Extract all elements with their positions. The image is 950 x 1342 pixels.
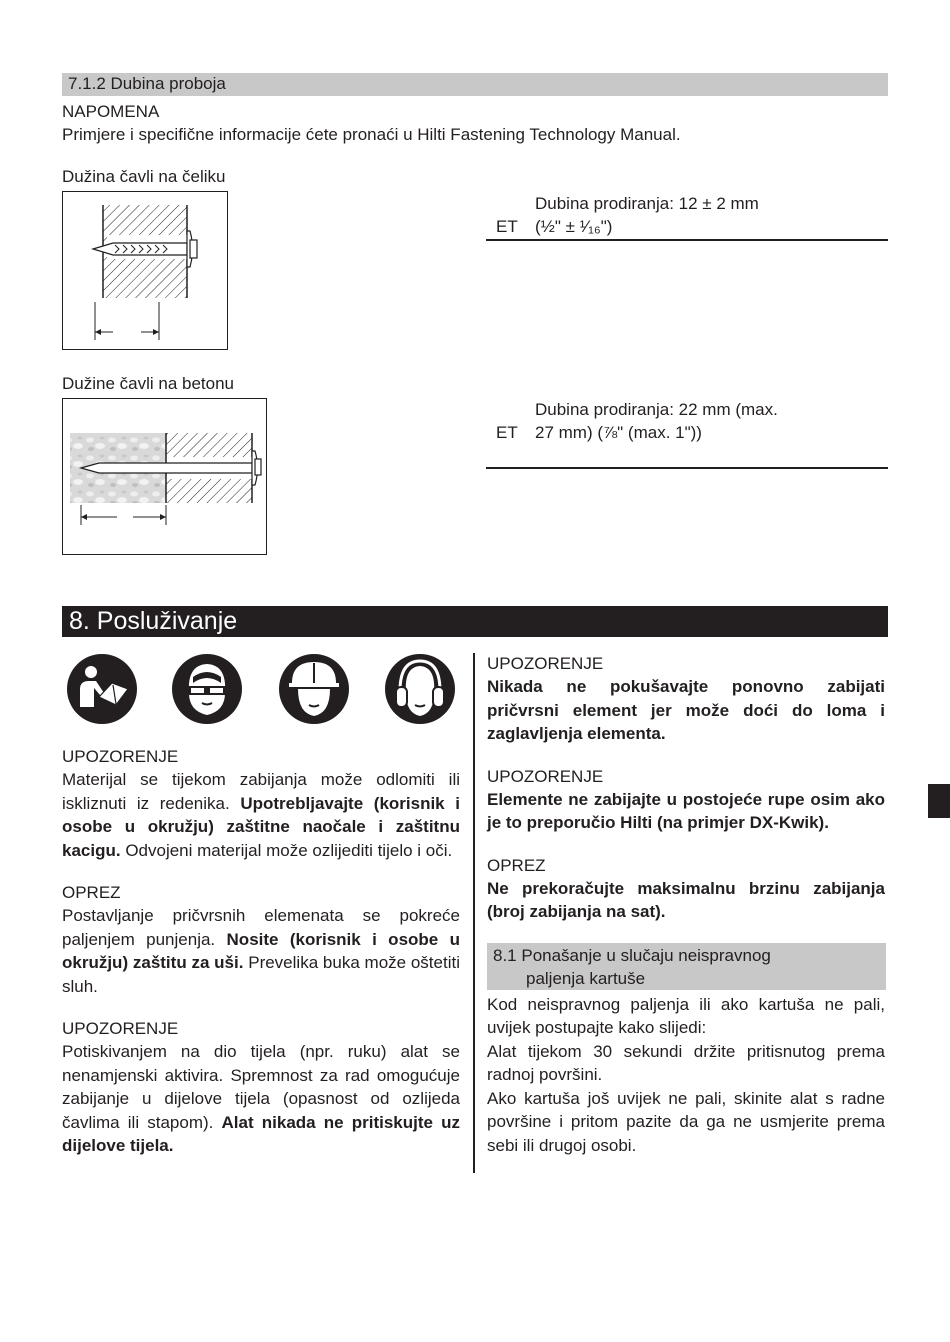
steel-table-rule bbox=[486, 239, 888, 241]
concrete-depth-line2: 27 mm) (⅞" (max. 1")) bbox=[535, 423, 702, 442]
ear-protection-icon bbox=[384, 653, 456, 725]
steel-figure-title: Dužina čavli na čeliku bbox=[62, 167, 226, 186]
concrete-nail-figure bbox=[62, 398, 267, 555]
misfire-step-3: Ako kartuša još uvijek ne pali, skinite alat s radne površine i pritom pazite da ga ne usmjerite prema sebi ili drugoj osobi. bbox=[487, 1088, 885, 1155]
section-7-1-2-heading-text: 7.1.2 Dubina proboja bbox=[68, 74, 226, 93]
steel-nail-figure bbox=[62, 191, 228, 350]
section-8-heading bbox=[62, 606, 888, 637]
left-caution-title: OPREZ bbox=[62, 883, 121, 902]
misfire-step-1: Kod neispravnog paljenja ili ako kartuša ne pali, uvijek postupajte kako slijedi: bbox=[487, 994, 885, 1037]
left-warning-1-text-b: Upotrebljavajte (korisnik i osobe u okružju) zaštitne naočale i zaštitnu kacigu. bbox=[62, 793, 460, 860]
concrete-table-rule bbox=[486, 467, 888, 469]
right-caution-title: OPREZ bbox=[487, 855, 546, 875]
right-warning-2-title: UPOZORENJE bbox=[487, 766, 604, 786]
section-8-heading-text: 8. Posluživanje bbox=[69, 607, 238, 635]
left-warning-2-text-a: Potiskivanjem na dio tijela (npr. ruku) alat se nenamjenski aktivira. Spremnost za rad omogućuje zabijanje u dijelove tijela (opasnost od ozlijeda čavlima ili stapom). bbox=[62, 1042, 460, 1132]
steel-et-label: ET bbox=[496, 217, 518, 236]
steel-nail-diagram bbox=[63, 192, 226, 348]
note-text: Primjere i specifične informacije ćete pronaći u Hilti Fastening Technology Manual. bbox=[62, 125, 681, 144]
right-caution-text: Ne prekoračujte maksimalnu brzinu zabijanja (broj zabijanja na sat). bbox=[487, 878, 885, 921]
section-8-1-heading bbox=[487, 943, 886, 990]
concrete-et-label: ET bbox=[496, 423, 518, 442]
left-column bbox=[62, 745, 460, 1158]
left-warning-1-text-c: Odvojeni materijal može ozlijediti tijelo i oči. bbox=[120, 840, 453, 860]
hard-hat-icon bbox=[278, 653, 350, 725]
left-caution-text bbox=[62, 904, 460, 998]
steel-depth-line1: Dubina prodiranja: 12 ± 2 mm bbox=[535, 194, 759, 213]
section-8-1-heading-line2: paljenja kartuše bbox=[526, 968, 646, 988]
left-caution-text-a: Postavljanje pričvrsnih elemenata se pokreće paljenjem punjenja. bbox=[62, 906, 460, 949]
left-caution-text-b: Nosite (korisnik i osobe u okružju) zaštitu za uši. bbox=[62, 929, 461, 972]
right-warning-1-title: UPOZORENJE bbox=[487, 654, 604, 673]
section-7-1-2-heading bbox=[62, 73, 888, 96]
note-title: NAPOMENA bbox=[62, 102, 160, 121]
column-divider bbox=[473, 653, 475, 1173]
left-warning-1-text bbox=[62, 768, 460, 862]
read-manual-icon bbox=[66, 653, 138, 725]
left-warning-1-title: UPOZORENJE bbox=[62, 747, 179, 766]
concrete-nail-diagram bbox=[63, 399, 265, 553]
safety-glasses-icon bbox=[171, 653, 243, 725]
chapter-thumb-tab bbox=[928, 784, 950, 818]
right-warning-2-text: Elemente ne zabijajte u postojeće rupe osim ako je to preporučio Hilti (na primjer DX-Kwik). bbox=[487, 789, 885, 832]
left-warning-2-title: UPOZORENJE bbox=[62, 1019, 179, 1038]
steel-depth-line2: (½" ± ¹⁄₁₆") bbox=[535, 217, 613, 236]
left-warning-2-text-b: Alat nikada ne pritiskujte uz dijelove tijela. bbox=[62, 1112, 461, 1155]
concrete-depth-line1: Dubina prodiranja: 22 mm (max. bbox=[535, 400, 778, 419]
section-8-1-heading-line1: 8.1 Ponašanje u slučaju neispravnog bbox=[493, 945, 771, 965]
right-warning-1-text: Nikada ne pokušavajte ponovno zabijati pričvrsni element jer može doći do loma i zaglavljenja elementa. bbox=[487, 677, 885, 743]
left-warning-2-text bbox=[62, 1040, 460, 1158]
concrete-figure-title: Dužine čavli na betonu bbox=[62, 374, 235, 393]
misfire-step-2: Alat tijekom 30 sekundi držite pritisnutog prema radnoj površini. bbox=[487, 1041, 885, 1084]
left-warning-1-text-a: Materijal se tijekom zabijanja može odlomiti ili iskliznuti iz redenika. bbox=[62, 770, 460, 813]
right-column bbox=[487, 652, 885, 1157]
left-caution-text-c: Prevelika buka može oštetiti sluh. bbox=[62, 953, 460, 996]
